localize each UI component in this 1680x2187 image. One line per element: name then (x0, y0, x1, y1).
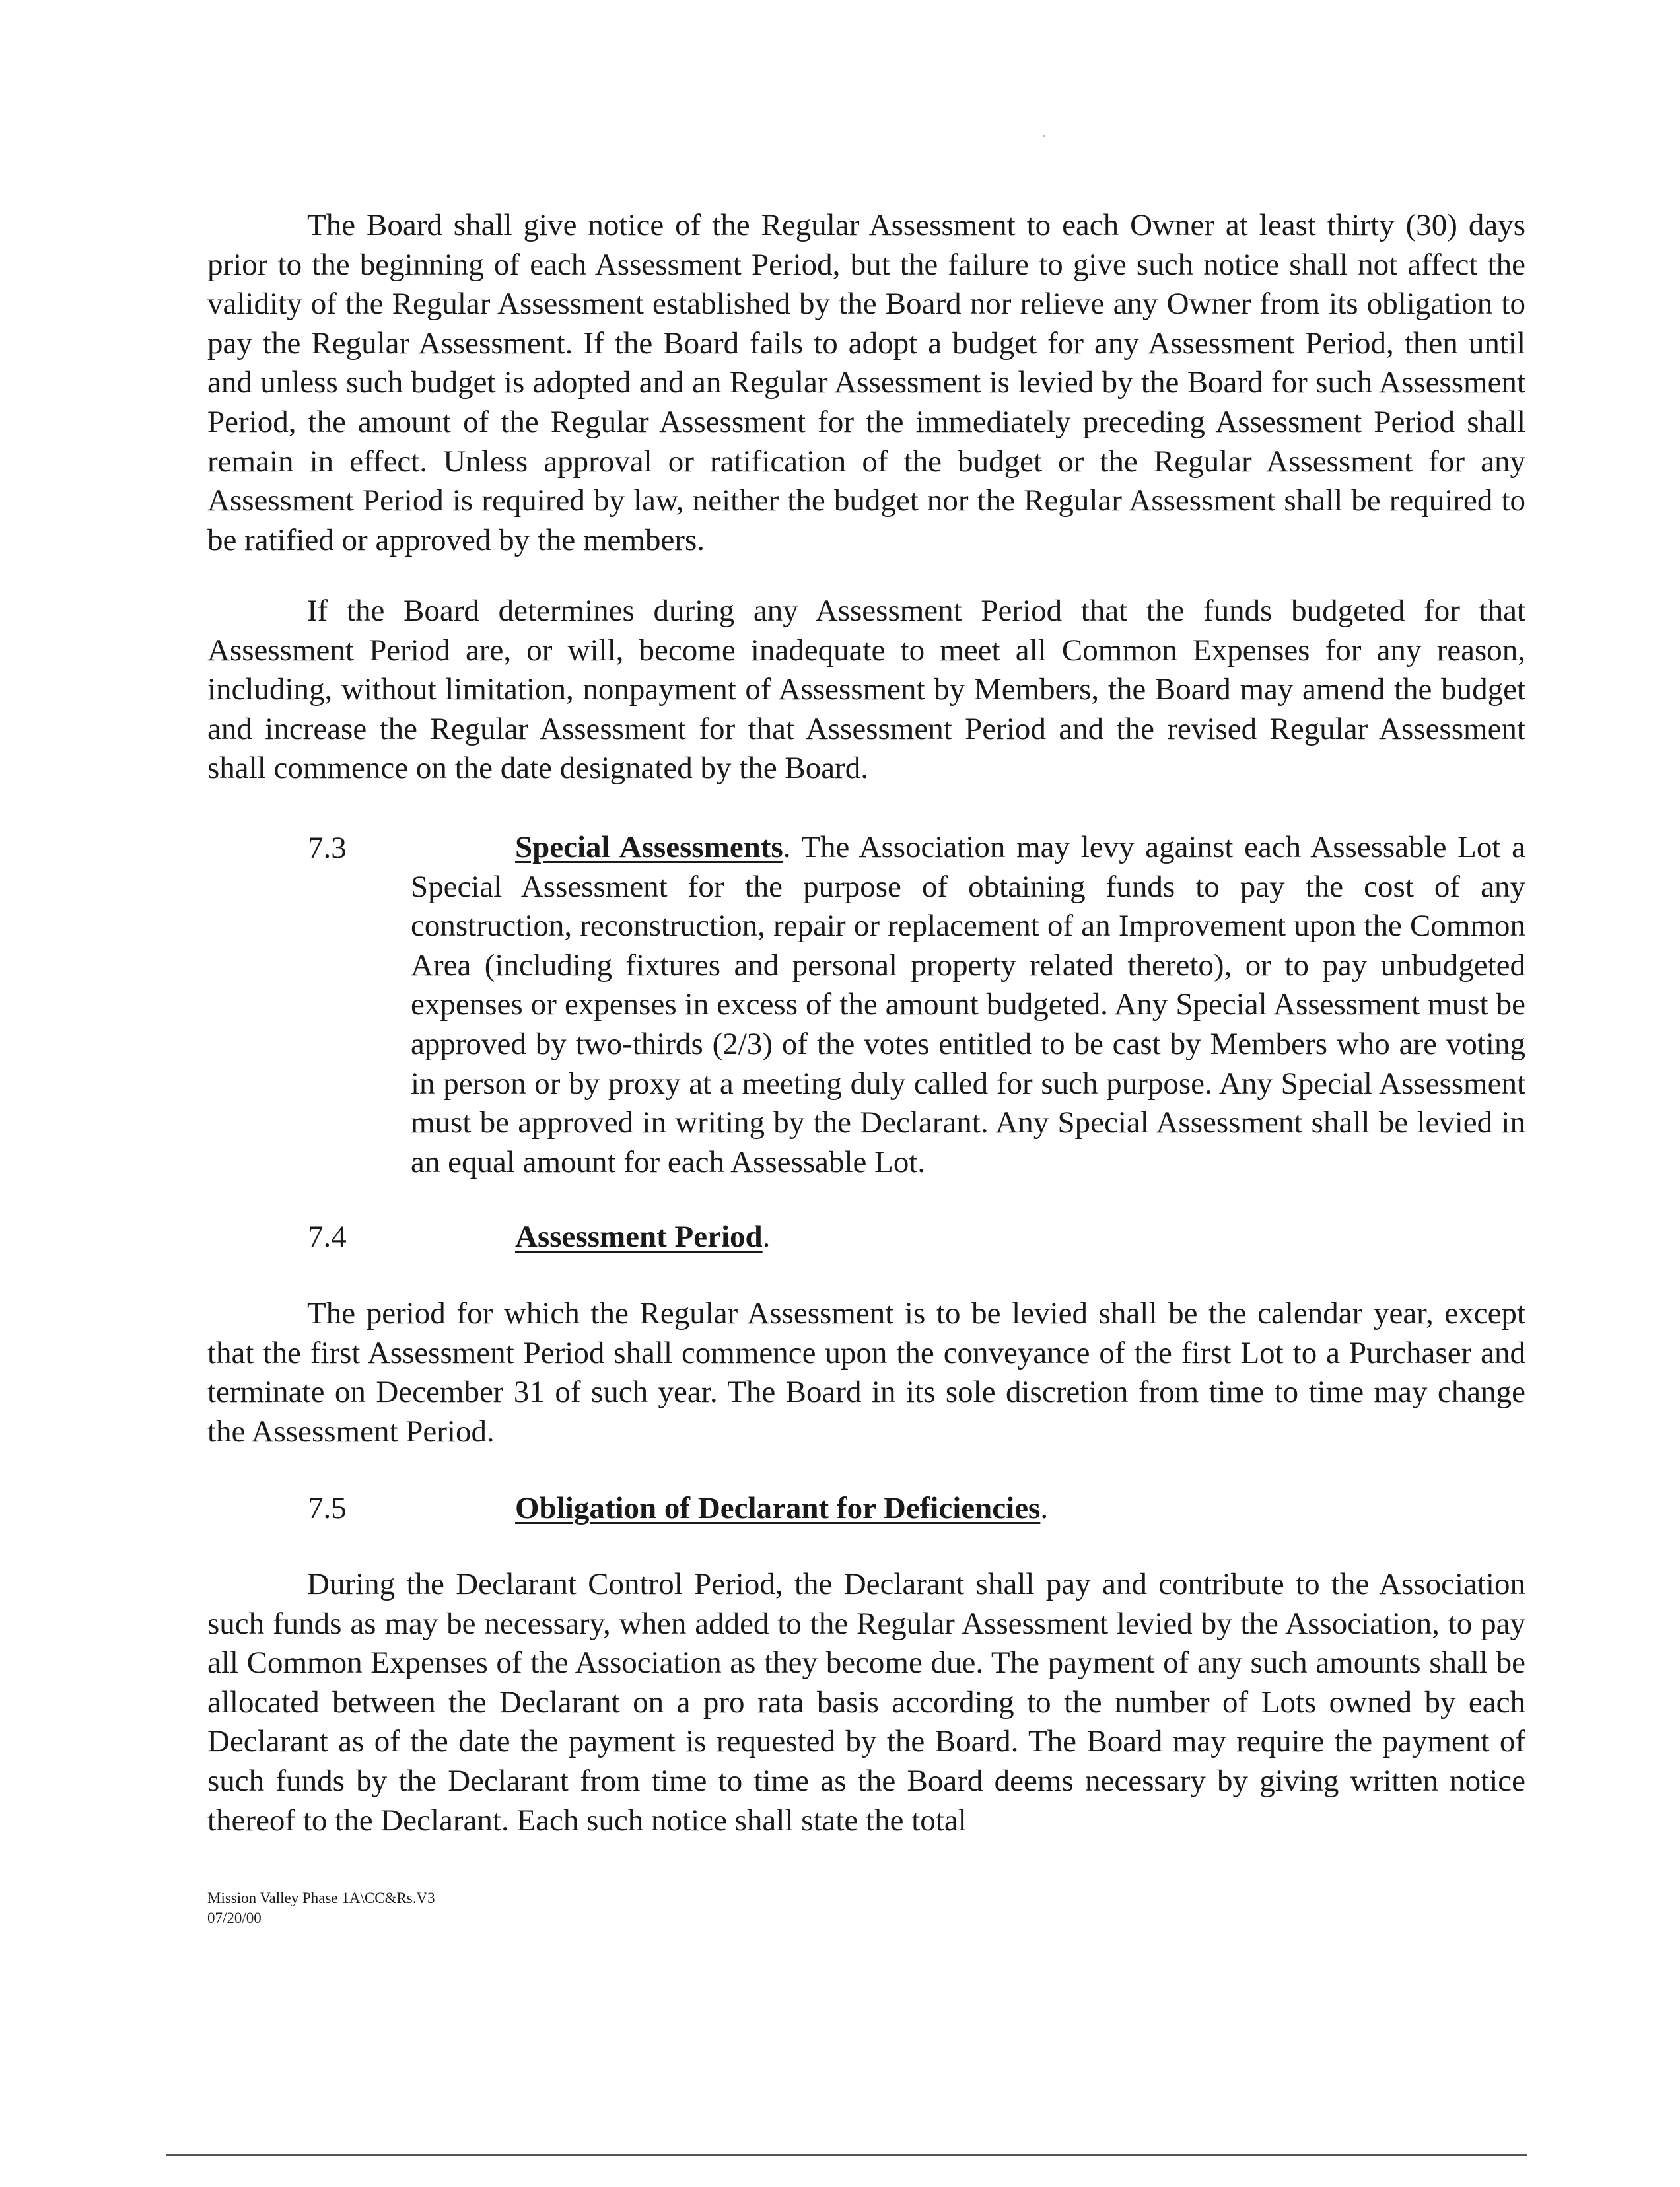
section-title: Assessment Period (515, 1220, 763, 1254)
footer-date: 07/20/00 (207, 1910, 262, 1926)
section-text: During the Declarant Control Period, the Declarant shall pay and contribute to the Association such funds as may be necessary, when added to the Regular Assessment levied by the Association, to pay all Common Expenses of the Association as they become due. The payment of any such amounts shall be allocated between the Declarant on a pro rata basis according to the number of Lots owned by each Declarant as of the date the payment is requested by the Board. The Board may require the payment of such funds by the Declarant from time to time as the Board deems necessary by giving written notice thereof to the Declarant. Each such notice shall state the total (207, 1567, 1525, 1838)
footer-doc-ref: Mission Valley Phase 1A\CC&Rs.V3 (207, 1890, 435, 1906)
paragraph-notice-of-regular-assessment: The Board shall give notice of the Regular Assessment to each Owner at least thirty (30) days prior to the beginning of each Assessment Period, but the failure to give such notice shall not affect the validity of the Regular Assessment established by the Board nor relieve any Owner from its obligation to pay the Regular Assessment. If the Board fails to adopt a budget for any Assessment Period, then until and unless such budget is adopted and an Regular Assessment is levied by the Board for such Assessment Period, the amount of the Regular Assessment for the immediately preceding Assessment Period shall remain in effect. Unless approval or ratification of the budget or the Regular Assessment for any Assessment Period is required by law, neither the budget nor the Regular Assessment shall be required to be ratified or approved by the members. (207, 208, 1525, 557)
title-period: . (783, 830, 791, 864)
scan-speck (1043, 135, 1045, 137)
section-title: Special Assessments (515, 830, 783, 864)
section-number: 7.3 (308, 831, 347, 865)
section-title: Obligation of Declarant for Deficiencies (515, 1491, 1041, 1525)
section-number: 7.4 (308, 1220, 347, 1254)
section-text: The period for which the Regular Assessment is to be levied shall be the calendar year, except that the first Assessment Period shall commence upon the conveyance of the first Lot to a Purchaser and terminate on December 31 of such year. The Board in its sole discretion from time to time may change the Assessment Period. (207, 1296, 1525, 1449)
title-period: . (762, 1220, 771, 1254)
title-period: . (1040, 1491, 1049, 1525)
bottom-rule (166, 2154, 1527, 2156)
section-number: 7.5 (308, 1491, 347, 1525)
paragraph-budget-amendment: If the Board determines during any Assessment Period that the funds budgeted for that Assessment Period are, or will, become inadequate to meet all Common Expenses for any reason, including, without limitation, nonpayment of Assessment by Members, the Board may amend the budget and increase the Regular Assessment for that Assessment Period and the revised Regular Assessment shall commence on the date designated by the Board. (207, 594, 1525, 786)
section-text: The Association may levy against each Assessable Lot a Special Assessment for the purpose of obtaining funds to pay the cost of any construction, reconstruction, repair or replacement of an Improvement upon the Common Area (including fixtures and personal property related thereto), or to pay unbudgeted expenses or expenses in excess of the amount budgeted. Any Special Assessment must be approved by two-thirds (2/3) of the votes entitled to be cast by Members who are voting in person or by proxy at a meeting duly called for such purpose. Any Special Assessment must be approved in writing by the Declarant. Any Special Assessment shall be levied in an equal amount for each Assessable Lot. (411, 830, 1525, 1179)
section-body (411, 828, 1525, 1182)
footer (207, 1889, 435, 1928)
